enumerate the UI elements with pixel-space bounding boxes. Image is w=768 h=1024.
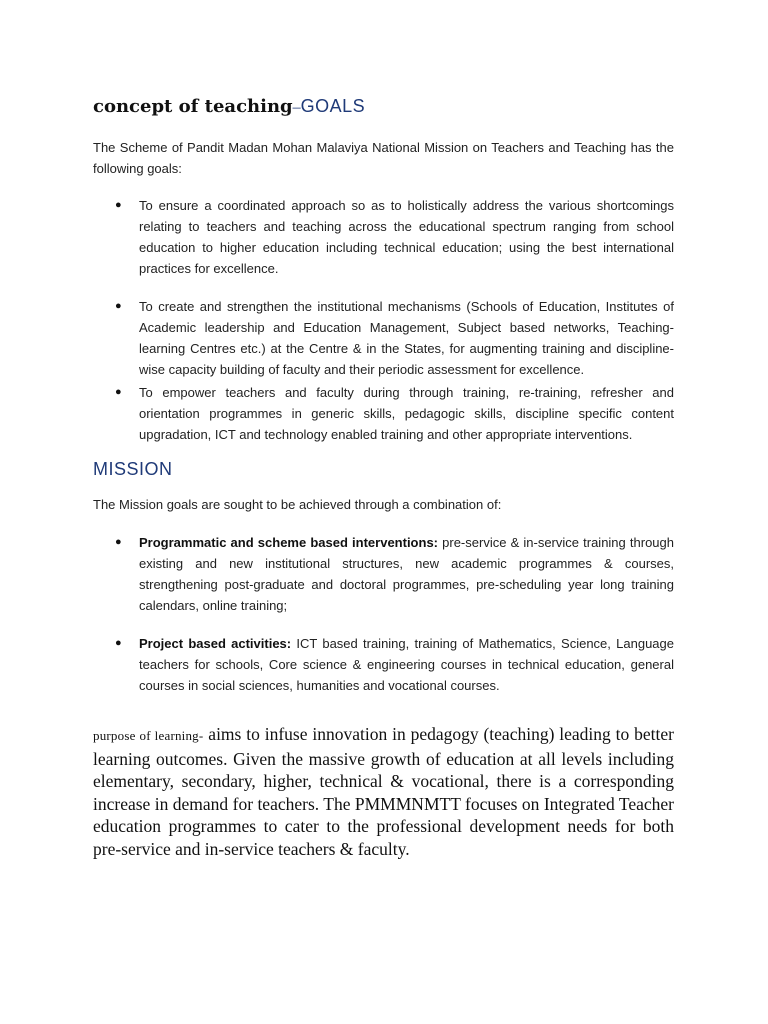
bullet-icon: ● [115, 637, 122, 649]
mission-list [93, 532, 674, 696]
bullet-icon: ● [115, 536, 122, 548]
bullet-icon: ● [115, 386, 122, 398]
goals-list [93, 195, 674, 445]
purpose-text: aims to infuse innovation in pedagogy (teaching) leading to better learning outcomes. Given the massive growth of education at all levels including elementary, secondary, higher, technical & vocational, there is a corresponding increase in demand for teachers. The PMMMNMTT focuses on Integrated Teacher education programmes to cater to the professional development needs for both pre-service and in-service teachers & faculty. [93, 724, 674, 859]
mission-item [93, 532, 674, 616]
goal-item [93, 382, 674, 445]
goal-item [93, 296, 674, 380]
goal-text: To ensure a coordinated approach so as to holistically address the various shortcomings relating to teachers and teaching across the educational spectrum ranging from school education to higher education including technical education; using the best international practices for excellence. [139, 198, 674, 276]
mission-item [93, 633, 674, 696]
bullet-icon: ● [115, 300, 122, 312]
goal-text: To create and strengthen the institutional mechanisms (Schools of Education, Institutes of Academic leadership and Education Management, Subject based networks, Teaching-learning Centres etc.) at the Centre & in the States, for augmenting training and discipline-wise capacity building of faculty and their periodic assessment for excellence. [139, 299, 674, 377]
mission-item-text: ICT based training, training of Mathematics, Science, Language teachers for schools, Core science & engineering courses in technical education, general courses in social sciences, humanities and vocational courses. [139, 636, 674, 693]
goal-text: To empower teachers and faculty during through training, re-training, refresher and orientation programmes in generic skills, pedagogic skills, discipline specific content upgradation, ICT and technology enabled training and other appropriate interventions. [139, 385, 674, 442]
purpose-paragraph [93, 723, 674, 860]
mission-item-label: Programmatic and scheme based interventions: [139, 535, 439, 550]
title-goals: GOALS [300, 96, 366, 116]
mission-heading: MISSION [93, 459, 173, 479]
goal-item [93, 195, 674, 279]
goals-intro: The Scheme of Pandit Madan Mohan Malaviya National Mission on Teachers and Teaching has the following goals: [93, 140, 674, 176]
mission-intro: The Mission goals are sought to be achieved through a combination of: [93, 497, 502, 512]
title-separator: – [292, 99, 301, 116]
mission-item-label: Project based activities: [139, 636, 292, 651]
title-main: concept of teaching [93, 96, 293, 117]
purpose-lead: purpose of learning- [93, 728, 204, 743]
bullet-icon: ● [115, 199, 122, 211]
mission-item-text: pre-service & in-service training through existing and new institutional structures, new academic programmes & courses, strengthening post-graduate and doctoral programmes, pre-scheduling year long training calendars, online training; [139, 535, 674, 613]
page-title [93, 88, 674, 121]
